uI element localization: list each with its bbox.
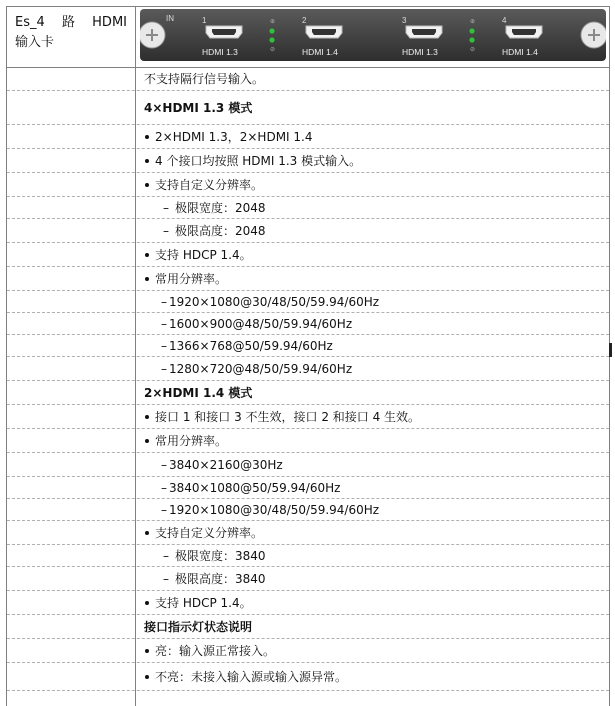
card-name-type: 输入卡	[15, 35, 55, 50]
dash-icon: –	[161, 480, 167, 495]
port-number-2: 2	[302, 16, 307, 25]
bullet-icon	[145, 253, 149, 257]
spec-cell	[136, 67, 609, 90]
spec-row	[7, 591, 609, 615]
spec-row	[7, 67, 609, 91]
dash-icon: –	[163, 200, 169, 215]
spec-cell	[136, 639, 609, 662]
spec-text: 极限高度：3840	[175, 572, 266, 586]
spec-row	[7, 219, 609, 243]
spec-text: 1920×1080@30/48/50/59.94/60Hz	[169, 502, 380, 517]
spec-text: 2×HDMI 1.3，2×HDMI 1.4	[155, 130, 313, 144]
spec-text: 支持 HDCP 1.4。	[155, 248, 252, 262]
bullet-icon	[145, 159, 149, 163]
spec-row	[7, 639, 609, 663]
spec-row	[7, 453, 609, 477]
port-label-4: HDMI 1.4	[502, 47, 538, 57]
spec-table	[6, 6, 610, 706]
screw-left-icon	[140, 22, 165, 48]
dash-icon: –	[163, 548, 169, 563]
led-indicator-icon	[469, 28, 474, 33]
port-label-3: HDMI 1.3	[402, 47, 438, 57]
spec-text: 3840×2160@30Hz	[169, 457, 283, 472]
spec-text: 支持自定义分辨率。	[155, 178, 264, 192]
spec-row	[7, 615, 609, 639]
dash-icon: –	[161, 294, 167, 309]
spec-row	[7, 429, 609, 453]
spec-text: 2×HDMI 1.4 模式	[144, 386, 253, 400]
spec-cell	[136, 173, 609, 196]
spec-row	[7, 313, 609, 335]
spec-cell	[136, 335, 609, 356]
svg-text:⊘: ⊘	[270, 47, 276, 53]
spec-text: 1920×1080@30/48/50/59.94/60Hz	[169, 294, 380, 309]
spec-text: 接口指示灯状态说明	[144, 620, 253, 634]
spec-text: 1280×720@48/50/59.94/60Hz	[169, 361, 353, 376]
card-image-cell	[136, 7, 609, 68]
spec-cell	[136, 615, 609, 638]
spec-row	[7, 545, 609, 567]
spec-text: 不亮：未接入输入源或输入源异常。	[155, 670, 348, 684]
spec-row	[7, 567, 609, 591]
dash-icon: –	[163, 571, 169, 586]
svg-text:⊕: ⊕	[470, 19, 476, 25]
spec-cell	[136, 663, 609, 690]
spec-cell	[136, 91, 609, 124]
dash-icon: –	[161, 316, 167, 331]
card-name-interface: HDMI	[92, 15, 127, 30]
bullet-icon	[145, 601, 149, 605]
spec-text: 常用分辨率。	[155, 272, 228, 286]
spec-cell	[136, 405, 609, 428]
spec-cell	[136, 499, 609, 520]
spec-row	[7, 173, 609, 197]
spec-text: 常用分辨率。	[155, 434, 228, 448]
spec-text: 4×HDMI 1.3 模式	[144, 101, 253, 115]
spec-cell	[136, 197, 609, 218]
spec-cell	[136, 125, 609, 148]
spec-text: 不支持隔行信号输入。	[144, 72, 265, 86]
spec-cell	[136, 567, 609, 590]
spec-row	[7, 381, 609, 405]
spec-cell	[136, 429, 609, 452]
svg-text:⊕: ⊕	[270, 19, 276, 25]
spec-text: 1366×768@50/59.94/60Hz	[169, 338, 333, 353]
spec-text: 支持自定义分辨率。	[155, 526, 264, 540]
spec-row	[7, 405, 609, 429]
dash-icon: –	[161, 502, 167, 517]
spec-row	[7, 521, 609, 545]
port-number-1: 1	[202, 16, 207, 25]
bullet-icon	[145, 649, 149, 653]
spec-text: 支持 HDCP 1.4。	[155, 596, 252, 610]
spec-row	[7, 197, 609, 219]
led-indicator-icon	[469, 37, 474, 42]
spec-row	[7, 243, 609, 267]
card-name	[7, 7, 135, 53]
spec-cell	[136, 149, 609, 172]
spec-row	[7, 335, 609, 357]
spec-cell	[136, 291, 609, 312]
spec-cell	[136, 591, 609, 614]
spec-text: 极限宽度：3840	[175, 549, 266, 563]
spec-text: 3840×1080@50/59.94/60Hz	[169, 480, 341, 495]
spec-text: 极限高度：2048	[175, 224, 266, 238]
dash-icon: –	[161, 457, 167, 472]
spec-row	[7, 91, 609, 125]
bullet-icon	[145, 439, 149, 443]
spec-text: 4 个接口均按照 HDMI 1.3 模式输入。	[155, 154, 362, 168]
bullet-icon	[145, 183, 149, 187]
bullet-icon	[145, 415, 149, 419]
edge-marker	[609, 343, 612, 357]
spec-row	[7, 663, 609, 691]
port-number-4: 4	[502, 16, 507, 25]
dash-icon: –	[161, 361, 167, 376]
dash-icon: –	[161, 338, 167, 353]
bullet-icon	[145, 675, 149, 679]
card-name-model: Es_4	[15, 15, 45, 30]
spec-cell	[136, 267, 609, 290]
spec-cell	[136, 477, 609, 498]
port-label-1: HDMI 1.3	[202, 47, 238, 57]
port-number-3: 3	[402, 16, 407, 25]
spec-row	[7, 149, 609, 173]
spec-text: 亮：输入源正常接入。	[155, 644, 276, 658]
spec-cell	[136, 545, 609, 566]
svg-text:⊘: ⊘	[470, 47, 476, 53]
dash-icon: –	[163, 223, 169, 238]
panel-in-label: IN	[166, 14, 174, 23]
port-label-2: HDMI 1.4	[302, 47, 338, 57]
led-indicator-icon	[269, 28, 274, 33]
spec-row	[7, 477, 609, 499]
spec-text: 接口 1 和接口 3 不生效，接口 2 和接口 4 生效。	[155, 410, 421, 424]
spec-row	[7, 291, 609, 313]
spec-cell	[136, 219, 609, 242]
spec-cell	[136, 313, 609, 334]
spec-row	[7, 125, 609, 149]
spec-cell	[136, 381, 609, 404]
led-indicator-icon	[269, 37, 274, 42]
spec-row	[7, 267, 609, 291]
spec-cell	[136, 243, 609, 266]
hdmi-card-image	[140, 9, 606, 61]
card-name-count: 路	[61, 15, 75, 30]
spec-text: 1600×900@48/50/59.94/60Hz	[169, 316, 353, 331]
bullet-icon	[145, 531, 149, 535]
spec-row	[7, 357, 609, 381]
spec-cell	[136, 453, 609, 476]
spec-cell	[136, 521, 609, 544]
spec-cell	[136, 357, 609, 380]
screw-right-icon	[581, 22, 606, 48]
spec-row	[7, 499, 609, 521]
spec-text: 极限宽度：2048	[175, 201, 266, 215]
bullet-icon	[145, 135, 149, 139]
bullet-icon	[145, 277, 149, 281]
